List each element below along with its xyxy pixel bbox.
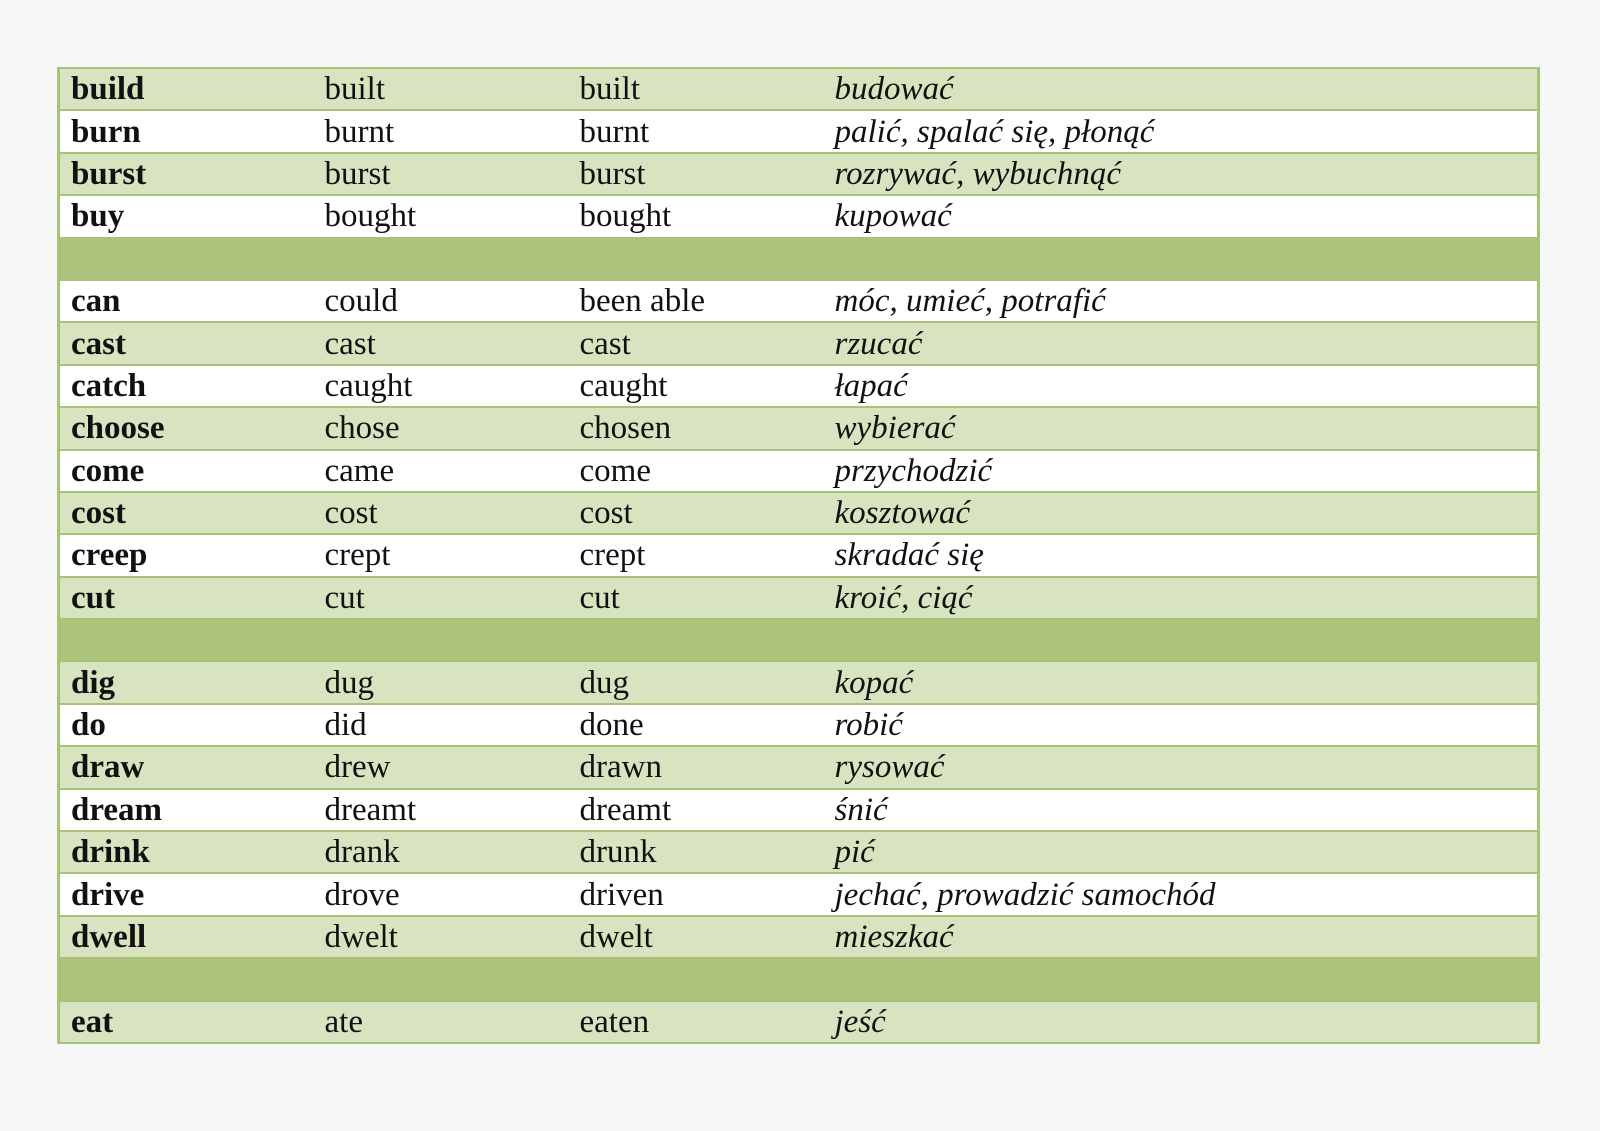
table-row	[59, 280, 1539, 322]
verb-base-form: eat	[59, 1001, 314, 1043]
verb-translation: kopać	[824, 661, 1539, 703]
verb-past-simple: drove	[314, 873, 569, 915]
verb-past-participle: come	[569, 450, 824, 492]
separator-cell	[59, 619, 1539, 661]
verb-translation: palić, spalać się, płonąć	[824, 110, 1539, 152]
verb-past-participle: crept	[569, 534, 824, 576]
table-row	[59, 534, 1539, 576]
verb-base-form: cut	[59, 577, 314, 619]
verb-translation: skradać się	[824, 534, 1539, 576]
verb-past-simple: could	[314, 280, 569, 322]
verb-base-form: can	[59, 280, 314, 322]
verb-past-simple: dug	[314, 661, 569, 703]
separator-row	[59, 619, 1539, 661]
verb-translation: kupować	[824, 195, 1539, 237]
verb-past-participle: dwelt	[569, 916, 824, 958]
table-row	[59, 322, 1539, 364]
table-row	[59, 789, 1539, 831]
verb-base-form: cast	[59, 322, 314, 364]
table-row	[59, 1001, 1539, 1043]
table-row	[59, 110, 1539, 152]
separator-row	[59, 958, 1539, 1000]
verb-past-simple: burst	[314, 153, 569, 195]
verb-base-form: choose	[59, 407, 314, 449]
verb-past-simple: drew	[314, 746, 569, 788]
verb-translation: kosztować	[824, 492, 1539, 534]
verb-base-form: burn	[59, 110, 314, 152]
verb-translation: rysować	[824, 746, 1539, 788]
table-row	[59, 704, 1539, 746]
verb-base-form: build	[59, 68, 314, 110]
verb-past-simple: dreamt	[314, 789, 569, 831]
verb-past-simple: cost	[314, 492, 569, 534]
verb-past-participle: drawn	[569, 746, 824, 788]
table-row	[59, 831, 1539, 873]
verb-past-participle: drunk	[569, 831, 824, 873]
table-row	[59, 153, 1539, 195]
table-row	[59, 873, 1539, 915]
verb-translation: budować	[824, 68, 1539, 110]
verb-past-participle: been able	[569, 280, 824, 322]
verb-past-participle: cast	[569, 322, 824, 364]
separator-cell	[59, 238, 1539, 280]
verb-base-form: drink	[59, 831, 314, 873]
table-row	[59, 492, 1539, 534]
table-row	[59, 661, 1539, 703]
verb-past-simple: chose	[314, 407, 569, 449]
verb-base-form: come	[59, 450, 314, 492]
verb-translation: śnić	[824, 789, 1539, 831]
verb-past-participle: burst	[569, 153, 824, 195]
separator-cell	[59, 958, 1539, 1000]
table-row	[59, 195, 1539, 237]
verb-past-simple: crept	[314, 534, 569, 576]
verb-translation: móc, umieć, potrafić	[824, 280, 1539, 322]
verb-past-participle: driven	[569, 873, 824, 915]
verb-base-form: buy	[59, 195, 314, 237]
table-row	[59, 68, 1539, 110]
table-row	[59, 746, 1539, 788]
verb-past-participle: built	[569, 68, 824, 110]
verb-past-simple: cast	[314, 322, 569, 364]
verb-base-form: draw	[59, 746, 314, 788]
verb-base-form: cost	[59, 492, 314, 534]
table-row	[59, 365, 1539, 407]
verb-past-simple: bought	[314, 195, 569, 237]
verb-base-form: dream	[59, 789, 314, 831]
verb-translation: pić	[824, 831, 1539, 873]
verb-translation: przychodzić	[824, 450, 1539, 492]
verb-translation: rozrywać, wybuchnąć	[824, 153, 1539, 195]
verb-translation: mieszkać	[824, 916, 1539, 958]
verb-past-participle: chosen	[569, 407, 824, 449]
verb-past-participle: dug	[569, 661, 824, 703]
verb-translation: rzucać	[824, 322, 1539, 364]
verb-base-form: drive	[59, 873, 314, 915]
verb-past-simple: ate	[314, 1001, 569, 1043]
verb-translation: jeść	[824, 1001, 1539, 1043]
verb-base-form: dig	[59, 661, 314, 703]
verb-past-participle: caught	[569, 365, 824, 407]
verb-past-participle: cost	[569, 492, 824, 534]
verb-table-body	[59, 68, 1539, 1043]
table-row	[59, 916, 1539, 958]
verb-translation: kroić, ciąć	[824, 577, 1539, 619]
verb-translation: robić	[824, 704, 1539, 746]
verb-past-simple: did	[314, 704, 569, 746]
verb-past-simple: dwelt	[314, 916, 569, 958]
verb-base-form: creep	[59, 534, 314, 576]
verb-past-participle: burnt	[569, 110, 824, 152]
verb-past-participle: done	[569, 704, 824, 746]
table-row	[59, 577, 1539, 619]
verb-base-form: do	[59, 704, 314, 746]
separator-row	[59, 238, 1539, 280]
verb-past-simple: came	[314, 450, 569, 492]
verb-past-participle: dreamt	[569, 789, 824, 831]
verb-translation: wybierać	[824, 407, 1539, 449]
verb-base-form: catch	[59, 365, 314, 407]
verb-past-simple: cut	[314, 577, 569, 619]
verb-base-form: burst	[59, 153, 314, 195]
verb-base-form: dwell	[59, 916, 314, 958]
table-row	[59, 450, 1539, 492]
irregular-verbs-table	[57, 67, 1540, 1044]
verb-translation: jechać, prowadzić samochód	[824, 873, 1539, 915]
verb-past-participle: bought	[569, 195, 824, 237]
verb-past-participle: eaten	[569, 1001, 824, 1043]
verb-past-participle: cut	[569, 577, 824, 619]
table-row	[59, 407, 1539, 449]
verb-past-simple: caught	[314, 365, 569, 407]
verb-past-simple: built	[314, 68, 569, 110]
verb-past-simple: burnt	[314, 110, 569, 152]
verb-translation: łapać	[824, 365, 1539, 407]
verb-past-simple: drank	[314, 831, 569, 873]
